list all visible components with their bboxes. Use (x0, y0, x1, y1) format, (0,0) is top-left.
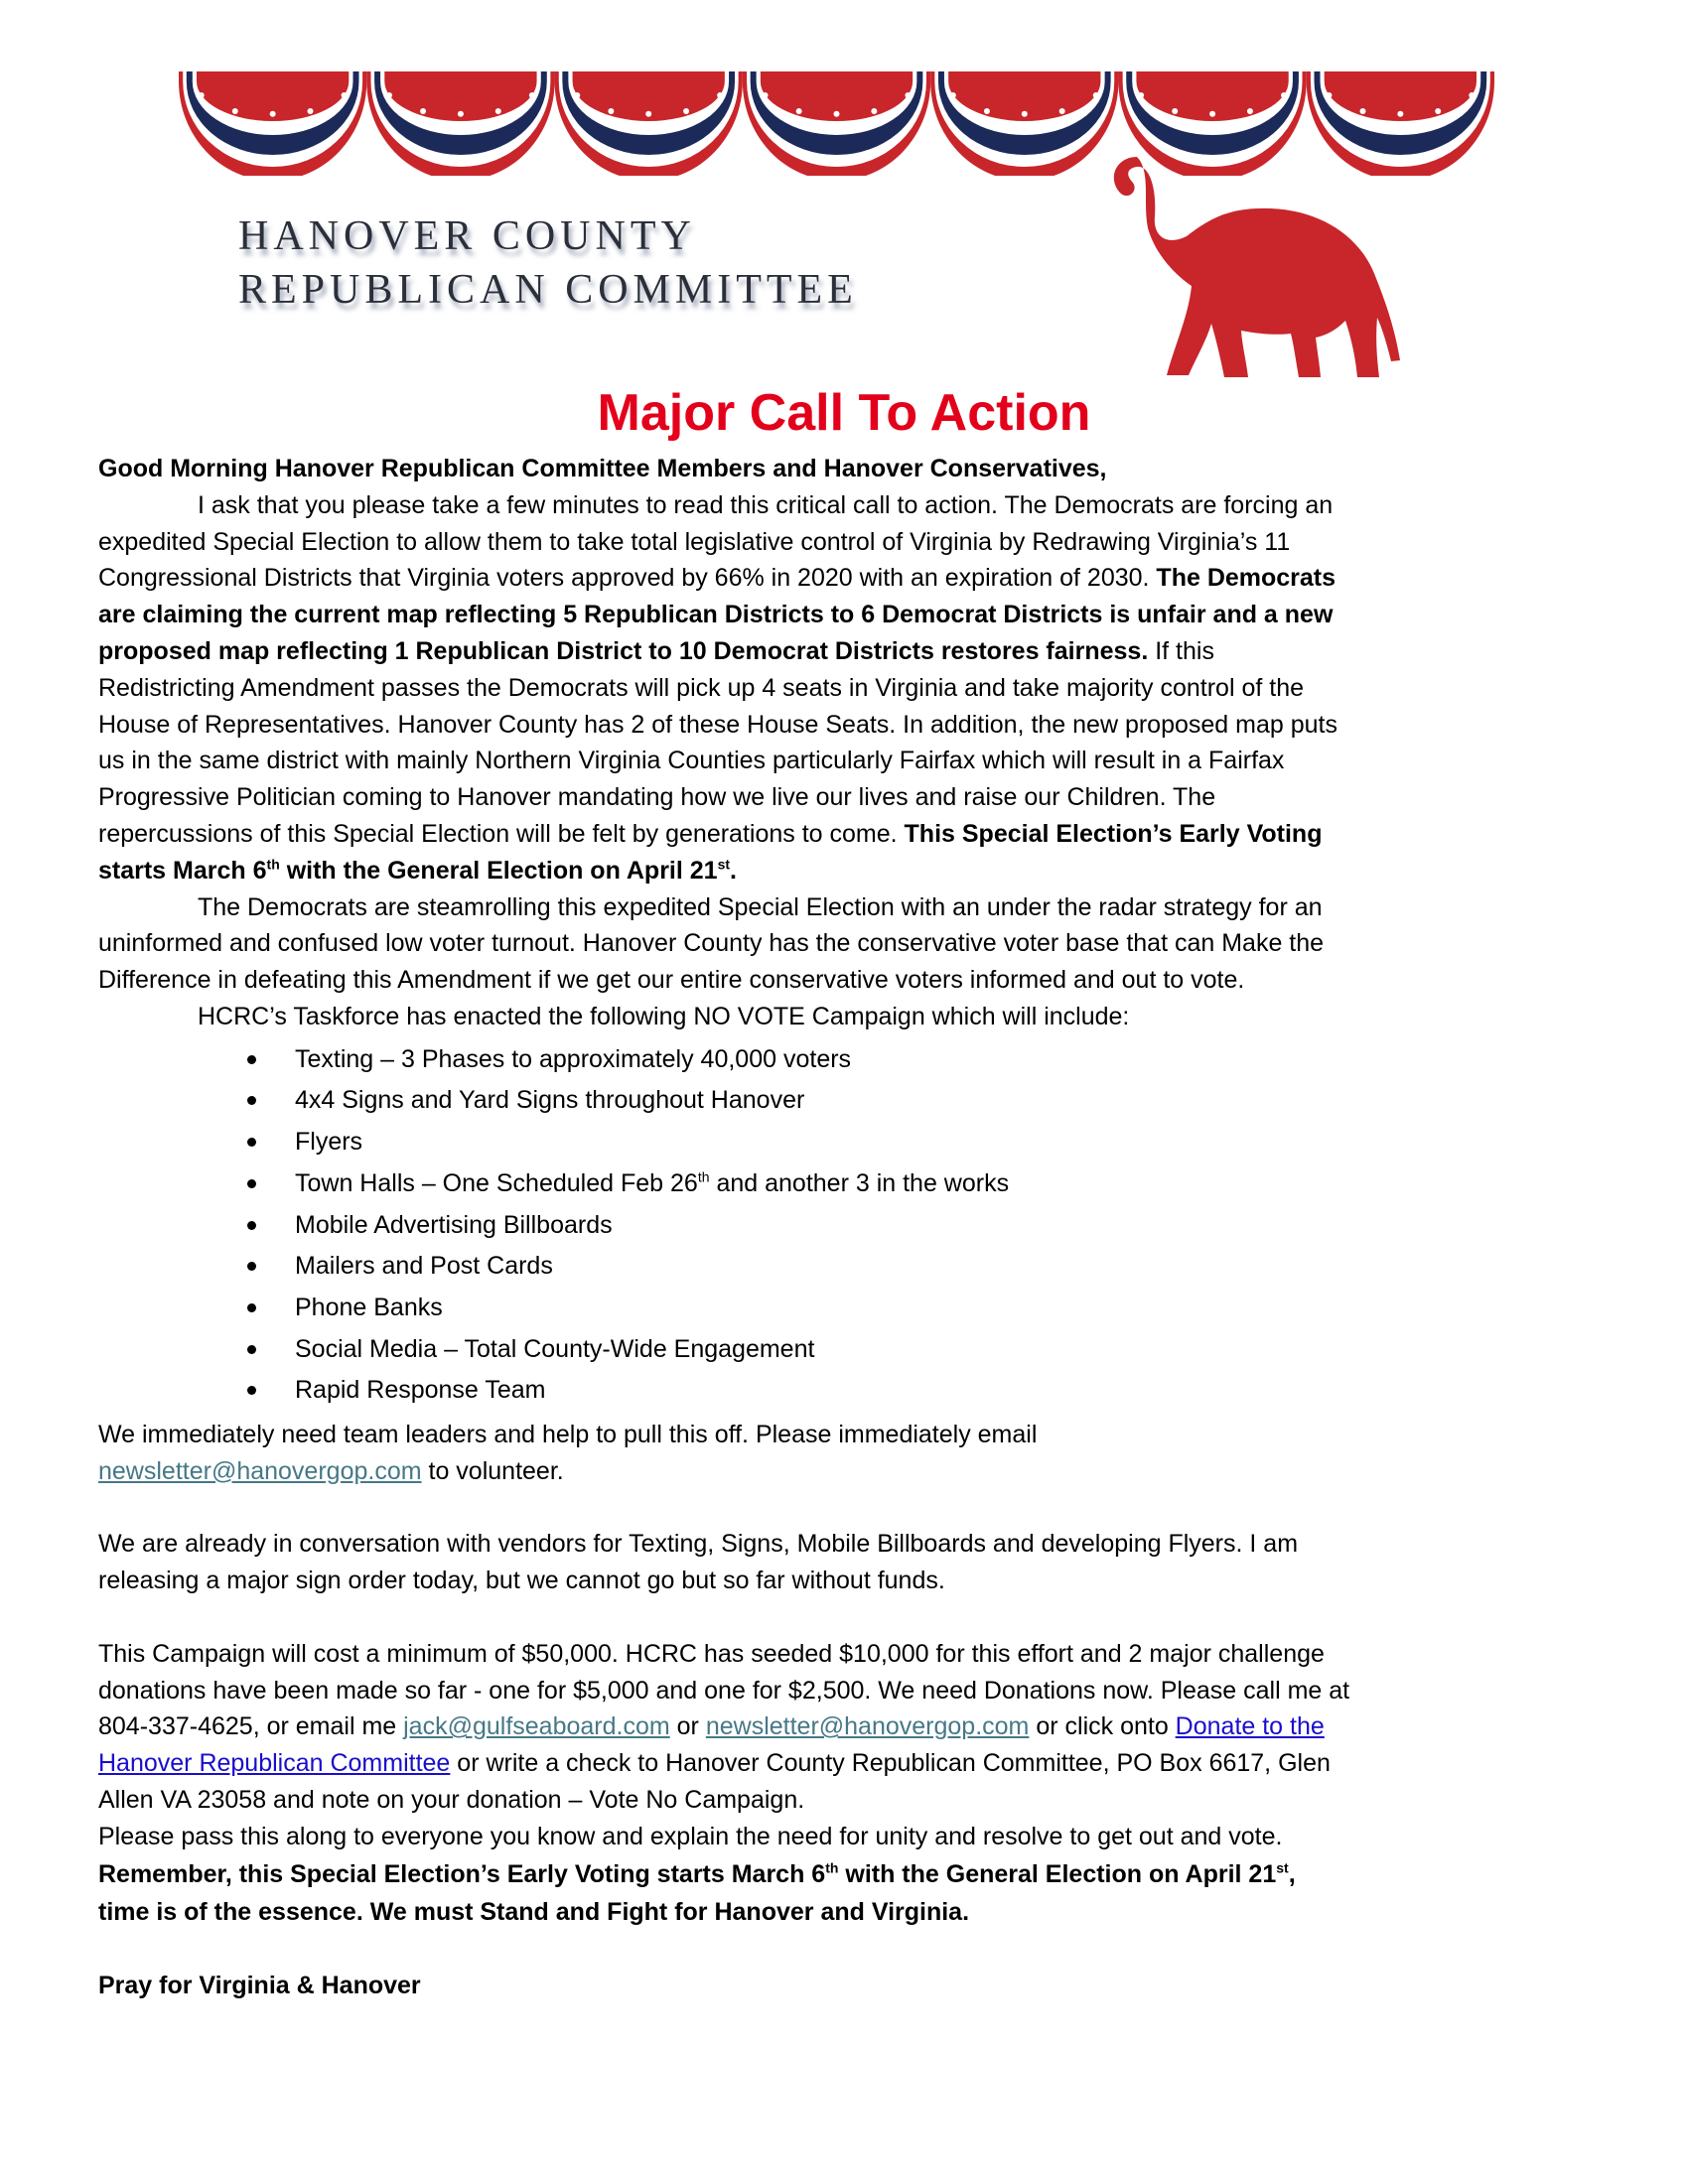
text: 4x4 Signs and Yard Signs throughout Hanover (295, 1086, 805, 1115)
text: and another 3 in the works (709, 1168, 1010, 1197)
text-line (98, 962, 1588, 999)
text: This Campaign will cost a minimum of $50,000. HCRC has seeded $10,000 for this effort and 2 major challenge (98, 1639, 1325, 1668)
bullet-item (98, 1246, 1588, 1288)
bullet-icon (247, 1096, 256, 1105)
text: Flyers (295, 1128, 363, 1157)
text-line (98, 560, 1588, 597)
text: Rapid Response Team (295, 1376, 546, 1405)
donate-link[interactable]: Hanover Republican Committee (98, 1749, 451, 1778)
text-line (98, 1855, 1588, 1894)
email-link[interactable]: newsletter@hanovergop.com (705, 1712, 1030, 1741)
org-name-line2: REPUBLICAN COMMITTEE (238, 267, 858, 313)
bunting-swag (555, 71, 743, 176)
bullet-icon (247, 1386, 256, 1395)
text-line (98, 999, 1588, 1035)
bullet-icon (247, 1221, 256, 1230)
text: Social Media – Total County-Wide Engagement (295, 1334, 815, 1363)
text-line (98, 707, 1588, 744)
bold-text: , (1288, 1859, 1296, 1888)
text: Redistricting Amendment passes the Democrats will pick up 4 seats in Virginia and take majority control of the (98, 673, 1305, 702)
text-line (98, 853, 1588, 889)
text-line (98, 1526, 1588, 1563)
bold-text: . (730, 856, 737, 885)
email-link[interactable]: newsletter@hanovergop.com (98, 1456, 422, 1485)
bullet-icon (247, 1345, 256, 1354)
bunting-swag (366, 71, 554, 176)
text-line (98, 1673, 1588, 1709)
text: Texting – 3 Phases to approximately 40,000 voters (295, 1044, 852, 1073)
text: or (669, 1712, 706, 1741)
bold-text: starts March 6 (98, 856, 267, 885)
bold-text: Remember, this Special Election’s Early Voting starts March 6 (98, 1859, 826, 1888)
text-line (98, 670, 1588, 707)
intro-paragraphs (98, 451, 1588, 1035)
bold-text: This Special Election’s Early Voting (904, 819, 1323, 848)
blank-line (98, 1490, 1588, 1527)
org-name-line1: HANOVER COUNTY (238, 213, 696, 259)
bullet-item (98, 1329, 1588, 1371)
text: expedited Special Election to allow them to take total legislative control of Virginia by Redrawing Virginia’s 11 (98, 527, 1291, 556)
blank-line (98, 1932, 1588, 1969)
bunting-swag (743, 71, 930, 176)
bullet-item (98, 1122, 1588, 1163)
text: We immediately need team leaders and help to pull this off. Please immediately email (98, 1420, 1038, 1448)
text: Phone Banks (295, 1293, 443, 1321)
bullet-item (98, 1080, 1588, 1122)
text-line (98, 779, 1588, 816)
bold-text: are claiming the current map reflecting 5 Republican Districts to 6 Democrat Districts is unfair and a new (98, 601, 1334, 629)
text: or click onto (1029, 1712, 1176, 1741)
text: Mobile Advertising Billboards (295, 1210, 613, 1239)
text-line (98, 1417, 1588, 1453)
text: Town Halls – One Scheduled Feb 26 (295, 1168, 698, 1197)
text: uninformed and confused low voter turnout. Hanover County has the conservative voter base that can Make the (98, 929, 1325, 958)
text-line (98, 1708, 1588, 1745)
text-line (98, 1893, 1588, 1932)
closing-paragraphs (98, 1417, 1588, 2004)
bullet-item (98, 1163, 1588, 1205)
page-title: Major Call To Action (597, 384, 1091, 442)
bullet-item (98, 1039, 1588, 1081)
text-line (98, 743, 1588, 779)
text: or write a check to Hanover County Republican Committee, PO Box 6617, Glen (450, 1749, 1331, 1778)
bullet-icon (247, 1055, 256, 1064)
text-line (98, 1782, 1588, 1819)
text-line (98, 524, 1588, 561)
superscript-ordinal: th (697, 1168, 710, 1185)
text-line (98, 889, 1588, 926)
bullet-item (98, 1288, 1588, 1329)
text: We are already in conversation with vendors for Texting, Signs, Mobile Billboards and developing Flyers. I am (98, 1530, 1299, 1559)
text-line (98, 487, 1588, 524)
text: donations have been made so far - one for $5,000 and one for $2,500. We need Donations now. Please call me at (98, 1676, 1350, 1705)
republican-elephant-logo (1097, 147, 1415, 380)
text-line (98, 1563, 1588, 1599)
bold-text: with the General Election on April 21 (838, 1859, 1277, 1888)
text: 804-337-4625, or email me (98, 1712, 404, 1741)
bold-text: time is of the essence. We must Stand and Fight for Hanover and Virginia. (98, 1898, 970, 1926)
bullet-icon (247, 1138, 256, 1147)
email-link[interactable]: jack@gulfseaboard.com (403, 1712, 670, 1741)
text: releasing a major sign order today, but we cannot go but so far without funds. (98, 1567, 945, 1595)
text: I ask that you please take a few minutes to read this critical call to action. The Democrats are forcing an (198, 490, 1334, 519)
bullet-icon (247, 1303, 256, 1312)
bullet-icon (247, 1262, 256, 1271)
text: Allen VA 23058 and note on your donation – Vote No Campaign. (98, 1785, 805, 1814)
text-line (98, 1636, 1588, 1673)
text: The Democrats are steamrolling this expedited Special Election with an under the radar strategy for an (198, 892, 1323, 921)
bunting-swag (930, 71, 1118, 176)
text: Congressional Districts that Virginia voters approved by 66% in 2020 with an expiration of 2030. (98, 564, 1157, 593)
text: Please pass this along to everyone you know and explain the need for unity and resolve to get out and vote. (98, 1822, 1283, 1850)
text: House of Representatives. Hanover County has 2 of these House Seats. In addition, the new proposed map puts (98, 710, 1337, 739)
superscript-ordinal: st (717, 856, 731, 873)
donate-link[interactable]: Donate to the (1175, 1712, 1325, 1741)
text: Difference in defeating this Amendment if we get our entire conservative voters informed and out to vote. (98, 966, 1245, 995)
text-line (98, 633, 1588, 670)
text: repercussions of this Special Election will be felt by generations to come. (98, 819, 905, 848)
text: If this (1148, 636, 1214, 665)
bunting-swag (179, 71, 366, 176)
text-line (98, 1819, 1588, 1855)
text: HCRC’s Taskforce has enacted the following NO VOTE Campaign which will include: (198, 1002, 1130, 1030)
bullet-item (98, 1205, 1588, 1247)
text: Progressive Politician coming to Hanover mandating how we live our lives and raise our Children. The (98, 783, 1216, 812)
bold-text: Pray for Virginia & Hanover (98, 1972, 421, 2000)
bold-text: proposed map reflecting 1 Republican District to 10 Democrat Districts restores fairness. (98, 636, 1149, 665)
text-line (98, 1968, 1588, 2004)
text: to volunteer. (421, 1456, 564, 1485)
letter-body (98, 451, 1588, 2004)
superscript-ordinal: th (825, 1859, 839, 1876)
bold-text: with the General Election on April 21 (279, 856, 718, 885)
blank-line (98, 1599, 1588, 1636)
text-line (98, 1453, 1588, 1490)
bullet-item (98, 1370, 1588, 1412)
superscript-ordinal: st (1276, 1859, 1289, 1876)
bold-text: Good Morning Hanover Republican Committee Members and Hanover Conservatives, (98, 455, 1107, 482)
text-line (98, 1745, 1588, 1782)
bullet-icon (247, 1179, 256, 1188)
campaign-bullet-list (98, 1039, 1588, 1412)
text-line (98, 451, 1588, 487)
text-line (98, 597, 1588, 633)
bold-text: The Democrats (1156, 564, 1336, 593)
text: Mailers and Post Cards (295, 1252, 553, 1281)
superscript-ordinal: th (266, 856, 280, 873)
text-line (98, 925, 1588, 962)
text-line (98, 816, 1588, 853)
text: us in the same district with mainly Northern Virginia Counties particularly Fairfax which will result in a Fairfax (98, 747, 1285, 775)
